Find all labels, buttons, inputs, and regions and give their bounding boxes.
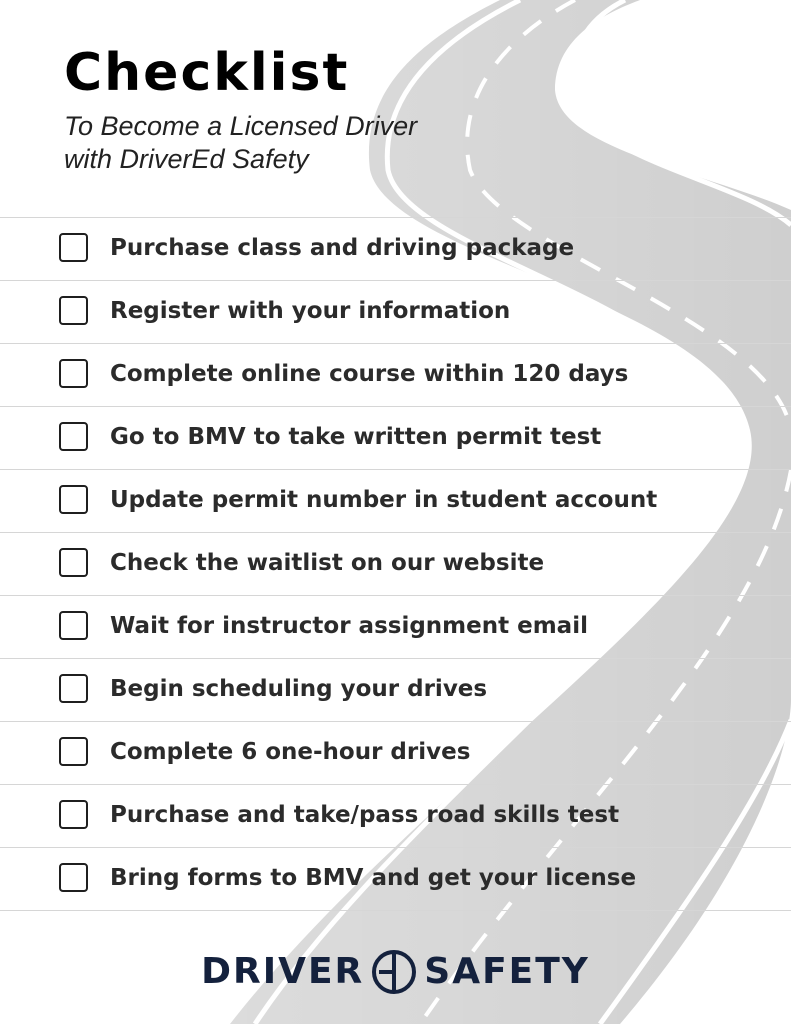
checklist-item-label: Go to BMV to take written permit test <box>110 424 602 450</box>
checklist-item-3 <box>0 343 791 406</box>
checkbox-3[interactable] <box>59 359 88 388</box>
checkbox-1[interactable] <box>59 233 88 262</box>
checklist-item-label: Register with your information <box>110 298 511 324</box>
checkbox-4[interactable] <box>59 422 88 451</box>
checklist-item-label: Check the waitlist on our website <box>110 550 545 576</box>
checklist-item-11 <box>0 847 791 911</box>
checklist-item-label: Update permit number in student account <box>110 487 658 513</box>
checkbox-8[interactable] <box>59 674 88 703</box>
checkbox-5[interactable] <box>59 485 88 514</box>
page-subtitle <box>64 110 417 176</box>
checklist-item-7 <box>0 595 791 658</box>
checklist-item-9 <box>0 721 791 784</box>
checklist <box>0 217 791 911</box>
checklist-item-6 <box>0 532 791 595</box>
checkbox-9[interactable] <box>59 737 88 766</box>
brand-logo <box>0 944 791 1000</box>
checklist-item-label: Complete online course within 120 days <box>110 361 629 387</box>
page-title: Checklist <box>64 43 350 103</box>
checklist-item-label: Begin scheduling your drives <box>110 676 488 702</box>
logo-text-right: SAFETY <box>424 951 590 992</box>
checklist-item-1 <box>0 217 791 280</box>
header <box>64 40 417 176</box>
checklist-item-2 <box>0 280 791 343</box>
checkbox-2[interactable] <box>59 296 88 325</box>
checklist-item-5 <box>0 469 791 532</box>
checklist-item-label: Complete 6 one-hour drives <box>110 739 471 765</box>
checklist-item-10 <box>0 784 791 847</box>
checklist-item-label: Wait for instructor assignment email <box>110 613 588 639</box>
checkbox-10[interactable] <box>59 800 88 829</box>
checklist-item-8 <box>0 658 791 721</box>
checklist-item-label: Purchase class and driving package <box>110 235 575 261</box>
checkbox-6[interactable] <box>59 548 88 577</box>
checkbox-11[interactable] <box>59 863 88 892</box>
subtitle-line-2: with DriverEd Safety <box>64 144 309 174</box>
checklist-item-label: Purchase and take/pass road skills test <box>110 802 620 828</box>
checkbox-7[interactable] <box>59 611 88 640</box>
de-monogram-icon <box>370 948 418 996</box>
logo-text-left: DRIVER <box>201 951 365 992</box>
subtitle-line-1: To Become a Licensed Driver <box>64 111 418 141</box>
checklist-item-4 <box>0 406 791 469</box>
checklist-item-label: Bring forms to BMV and get your license <box>110 865 637 891</box>
